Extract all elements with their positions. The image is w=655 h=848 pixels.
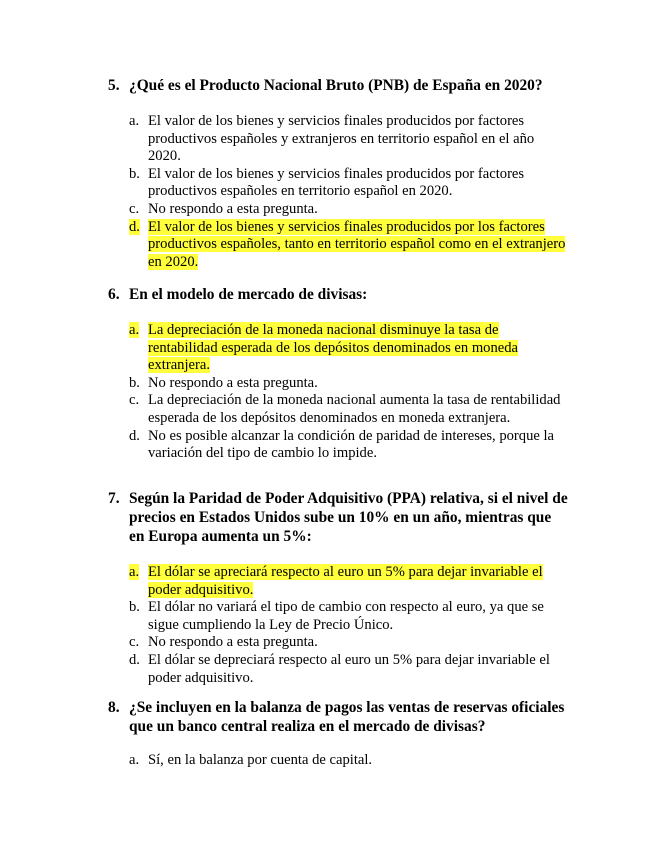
answer-text: El dólar no variará el tipo de cambio con respecto al euro, ya que se sigue cumpliendo la Ley de Precio Único.: [148, 599, 544, 633]
answer-text: El valor de los bienes y servicios finales producidos por los factores productivos españoles, tanto en territorio español como en el extranjero en 2020.: [148, 218, 566, 270]
question-heading: [108, 489, 568, 546]
answer-text: No respondo a esta pregunta.: [148, 374, 318, 391]
question-number: 7.: [108, 490, 120, 507]
answer-list: [129, 113, 568, 271]
answer-letter: a.: [129, 564, 140, 580]
answer-letter: a.: [129, 322, 140, 338]
answer-option: [129, 392, 568, 427]
question-heading: [108, 76, 568, 95]
answer-letter: d.: [129, 651, 140, 668]
question-number: 5.: [108, 77, 120, 94]
answer-text: La depreciación de la moneda nacional disminuye la tasa de rentabilidad esperada de los depósitos denominados en moneda extranjera.: [148, 322, 519, 374]
question-text: ¿Se incluyen en la balanza de pagos las ventas de reservas oficiales que un banco central realiza en el mercado de divisas?: [129, 699, 565, 735]
answer-list: [129, 752, 568, 770]
answer-letter: b.: [129, 599, 140, 616]
question-number: 6.: [108, 286, 120, 303]
answer-letter: c.: [129, 392, 140, 409]
answer-option: [129, 322, 568, 375]
answer-option: [129, 752, 568, 770]
answer-list: [129, 564, 568, 687]
answer-letter: b.: [129, 374, 140, 391]
answer-letter: d.: [129, 218, 140, 235]
answer-text: No respondo a esta pregunta.: [148, 200, 318, 217]
answer-option: [129, 599, 568, 634]
answer-text: El valor de los bienes y servicios finales producidos por factores productivos españoles y extranjeros en territorio español en el año 2020.: [148, 113, 535, 165]
question-text: Según la Paridad de Poder Adquisitivo (PPA) relativa, si el nivel de precios en Estados Unidos sube un 10% en un año, mientras que en Europa aumenta un 5%:: [129, 490, 568, 545]
answer-option: [129, 166, 568, 201]
answer-letter: d.: [129, 427, 140, 444]
answer-text: No es posible alcanzar la condición de paridad de intereses, porque la variación del tipo de cambio lo impide.: [148, 427, 555, 462]
answer-letter: a.: [129, 113, 140, 129]
answer-text: La depreciación de la moneda nacional aumenta la tasa de rentabilidad esperada de los depósitos denominados en moneda extranjera.: [148, 392, 561, 426]
answer-option: [129, 652, 568, 687]
answer-letter: a.: [129, 752, 140, 768]
answer-letter: c.: [129, 634, 140, 651]
answer-option: [129, 428, 568, 463]
answer-text: No respondo a esta pregunta.: [148, 634, 318, 651]
answer-option: [129, 219, 568, 272]
question-number: 8.: [108, 699, 120, 716]
question-6: [108, 285, 568, 463]
answer-list: [129, 322, 568, 463]
answer-option: [129, 201, 568, 219]
answer-letter: b.: [129, 165, 140, 182]
answer-text: El dólar se depreciará respecto al euro un 5% para dejar invariable el poder adquisitivo.: [148, 651, 550, 686]
answer-option: [129, 564, 568, 599]
question-8: [108, 698, 568, 770]
answer-letter: c.: [129, 200, 140, 217]
answer-option: [129, 375, 568, 393]
question-5: [108, 76, 568, 271]
question-heading: [108, 698, 568, 736]
question-text: ¿Qué es el Producto Nacional Bruto (PNB) de España en 2020?: [129, 77, 543, 94]
answer-text: El valor de los bienes y servicios finales producidos por factores productivos españoles en territorio español en 2020.: [148, 165, 525, 200]
answer-text: Sí, en la balanza por cuenta de capital.: [148, 752, 373, 768]
question-7: [108, 489, 568, 687]
question-heading: [108, 285, 568, 304]
answer-text: El dólar se apreciará respecto al euro un 5% para dejar invariable el poder adquisitivo.: [148, 564, 543, 598]
answer-option: [129, 634, 568, 652]
question-text: En el modelo de mercado de divisas:: [129, 286, 368, 303]
answer-option: [129, 113, 568, 166]
